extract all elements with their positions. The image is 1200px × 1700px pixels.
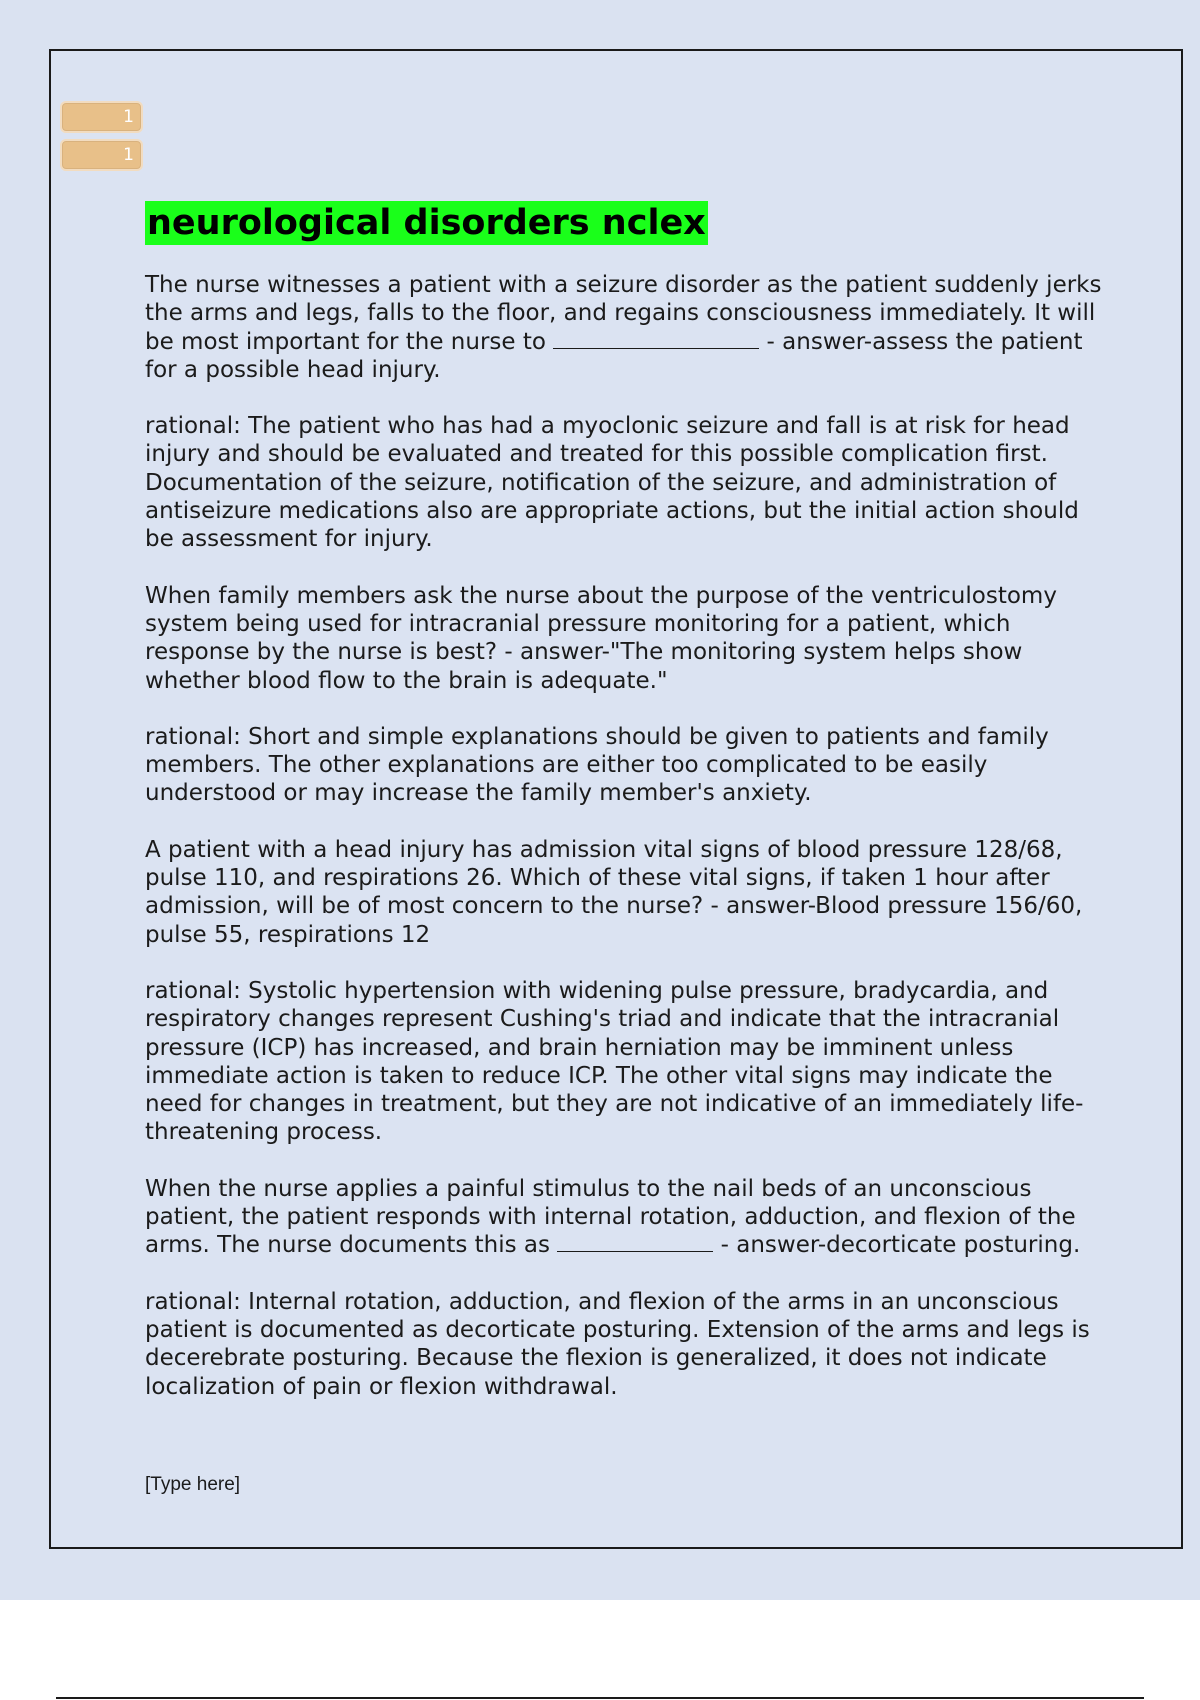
question-paragraph xyxy=(145,271,1105,384)
rationale-paragraph: rational: Systolic hypertension with widening pulse pressure, bradycardia, and respiratory changes represent Cushing's triad and indicate that the intracranial pressure (ICP) has increased, and brain herniation may be imminent unless immediate action is taken to reduce ICP. The other vital signs may indicate the need for changes in treatment, but they are not indicative of an immediately life-threatening process. xyxy=(145,977,1084,1146)
answer-blank xyxy=(557,1231,713,1252)
answer-text: - answer-assess the patient for a possible head injury. xyxy=(145,328,1083,383)
rationale-paragraph: rational: The patient who has had a myoclonic seizure and fall is at risk for head injury and should be evaluated and treated for this possible complication first. Documentation of the seizure, notification of the seizure, and administration of antiseizure medications also are appropriate actions, but the initial action should be assessment for injury. xyxy=(145,413,1079,553)
document-title: neurological disorders nclex xyxy=(147,203,706,243)
question-paragraph: A patient with a head injury has admission vital signs of blood pressure 128/68, pulse 110, and respirations 26. Which of these vital signs, if taken 1 hour after admission, will be of most concern to the nurse? - answer-Blood pressure 156/60, pulse 55, respirations 12 xyxy=(145,836,1083,948)
footer-placeholder[interactable]: [Type here] xyxy=(145,1474,241,1495)
question-text: The nurse witnesses a patient with a seizure disorder as the patient suddenly jerks the arms and legs, falls to the floor, and regains consciousness immediately. It will be most important for the nurse to xyxy=(145,272,1102,355)
question-paragraph xyxy=(145,1175,1105,1260)
answer-blank xyxy=(553,328,759,349)
rationale-paragraph: rational: Internal rotation, adduction, and flexion of the arms in an unconscious patient is documented as decorticate posturing. Extension of the arms and legs is decerebrate posturing. Because the flexion is generalized, it does not indicate localization of pain or flexion withdrawal. xyxy=(145,1288,1090,1400)
next-page-border xyxy=(56,1697,1144,1699)
question-paragraph: When family members ask the nurse about the purpose of the ventriculostomy system being used for intracranial pressure monitoring for a patient, which response by the nurse is best? - answer-"The monitoring system helps show whether blood flow to the brain is adequate." xyxy=(145,582,1057,694)
document-content xyxy=(145,201,1105,1429)
page-number-badge: 1 xyxy=(60,101,143,133)
rationale-paragraph: rational: Short and simple explanations should be given to patients and family members. The other explanations are either too complicated to be easily understood or may increase the family member's anxiety. xyxy=(145,723,1049,807)
page-number-badge: 1 xyxy=(60,139,143,171)
answer-text: - answer-decorticate posturing. xyxy=(713,1232,1081,1259)
question-text: When the nurse applies a painful stimulus to the nail beds of an unconscious patient, the patient responds with internal rotation, adduction, and flexion of the arms. The nurse documents this as xyxy=(145,1175,1076,1259)
